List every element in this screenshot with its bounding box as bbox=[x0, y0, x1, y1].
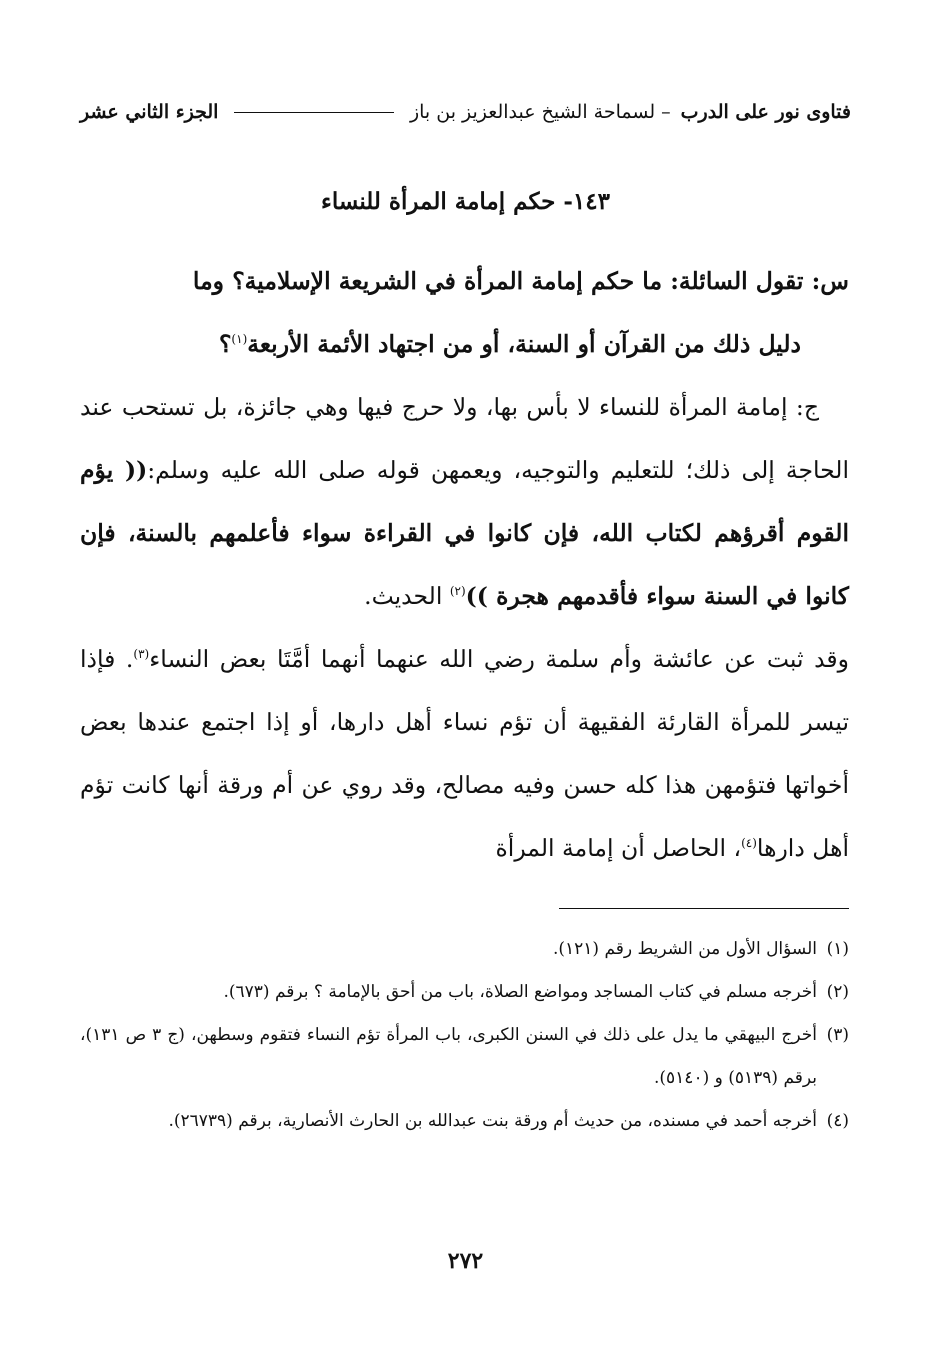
footnote-number: (٢) bbox=[826, 982, 849, 1002]
body-text bbox=[80, 250, 849, 880]
footnote-ref-1: (١) bbox=[231, 332, 248, 347]
footnote-number: (٤) bbox=[826, 1111, 849, 1131]
volume-label: الجزء الثاني عشر bbox=[80, 101, 219, 123]
answer-paragraph bbox=[80, 376, 849, 628]
footnote-text: أخرج البيهقي ما يدل على ذلك في السنن الكبرى، باب المرأة تؤم النساء فتقوم وسطهن، (ج ٣ ص ١٣١)، برقم (٥١٣٩) و (٥١٤٠). bbox=[80, 1025, 817, 1088]
footnote-text: أخرجه أحمد في مسنده، من حديث أم ورقة بنت عبدالله بن الحارث الأنصارية، برقم (٢٦٧٣٩). bbox=[168, 1111, 817, 1131]
answer-paragraph-2 bbox=[80, 628, 849, 880]
footnote-ref-3: (٣) bbox=[133, 647, 150, 662]
question-line-2 bbox=[80, 313, 849, 376]
footnote-number: (١) bbox=[826, 939, 849, 959]
footnote-text: السؤال الأول من الشريط رقم (١٢١). bbox=[552, 939, 817, 959]
footnote-separator bbox=[559, 908, 849, 909]
footnote-text: أخرجه مسلم في كتاب المساجد ومواضع الصلاة، باب من أحق بالإمامة ؟ برقم (٦٧٣). bbox=[223, 982, 817, 1002]
running-header bbox=[80, 92, 851, 132]
answer-part-3: وقد ثبت عن عائشة وأم سلمة رضي الله عنهما أنهما أمَّتَا بعض النساء bbox=[149, 645, 849, 673]
footnotes-section bbox=[80, 928, 849, 1143]
question-line-2-text: دليل ذلك من القرآن أو السنة، أو من اجتهاد الأئمة الأربعة bbox=[247, 330, 801, 358]
page-number: ٢٧٢ bbox=[447, 1248, 484, 1274]
answer-part-4: . فإذا تيسر للمرأة القارئة الفقيهة أن تؤم نساء أهل دارها، أو إذا اجتمع عندها بعض أخواتها فتؤمهن هذا كله حسن وفيه مصالح، وقد روي عن أم ورقة أنها كانت تؤم أهل دارها bbox=[80, 645, 849, 862]
footnote-ref-4: (٤) bbox=[741, 836, 757, 851]
question-paragraph bbox=[80, 250, 849, 376]
answer-part-2: الحديث. bbox=[364, 582, 450, 610]
question-line-1: س: تقول السائلة: ما حكم إمامة المرأة في الشريعة الإسلامية؟ وما bbox=[192, 267, 849, 295]
header-author: – لسماحة الشيخ عبدالعزيز بن باز bbox=[409, 101, 671, 123]
book-title: فتاوى نور على الدرب bbox=[680, 101, 851, 123]
footnote-4 bbox=[80, 1100, 849, 1143]
footnote-number: (٣) bbox=[826, 1025, 849, 1045]
hadith-quote: (( يؤم القوم أقرؤهم لكتاب الله، فإن كانوا في القراءة سواء فأعلمهم بالسنة، فإن كانوا في السنة سواء فأقدمهم هجرة )) bbox=[80, 456, 849, 610]
answer-part-5: ، الحاصل أن إمامة المرأة bbox=[495, 834, 742, 862]
answer-indent bbox=[819, 393, 849, 421]
footnote-1 bbox=[80, 928, 849, 971]
question-end-mark: ؟ bbox=[218, 330, 232, 358]
footnote-2 bbox=[80, 971, 849, 1014]
header-rule bbox=[234, 112, 393, 113]
chapter-heading: ١٤٣- حكم إمامة المرأة للنساء bbox=[321, 188, 610, 215]
footnote-ref-2: (٢) bbox=[449, 584, 466, 599]
answer-part-1: ج: إمامة المرأة للنساء لا بأس بها، ولا حرج فيها وهي جائزة، بل تستحب عند الحاجة إلى ذلك؛ للتعليم والتوجيه، ويعمهن قوله صلى الله عليه وسلم: bbox=[80, 393, 849, 484]
footnote-3 bbox=[80, 1014, 849, 1100]
